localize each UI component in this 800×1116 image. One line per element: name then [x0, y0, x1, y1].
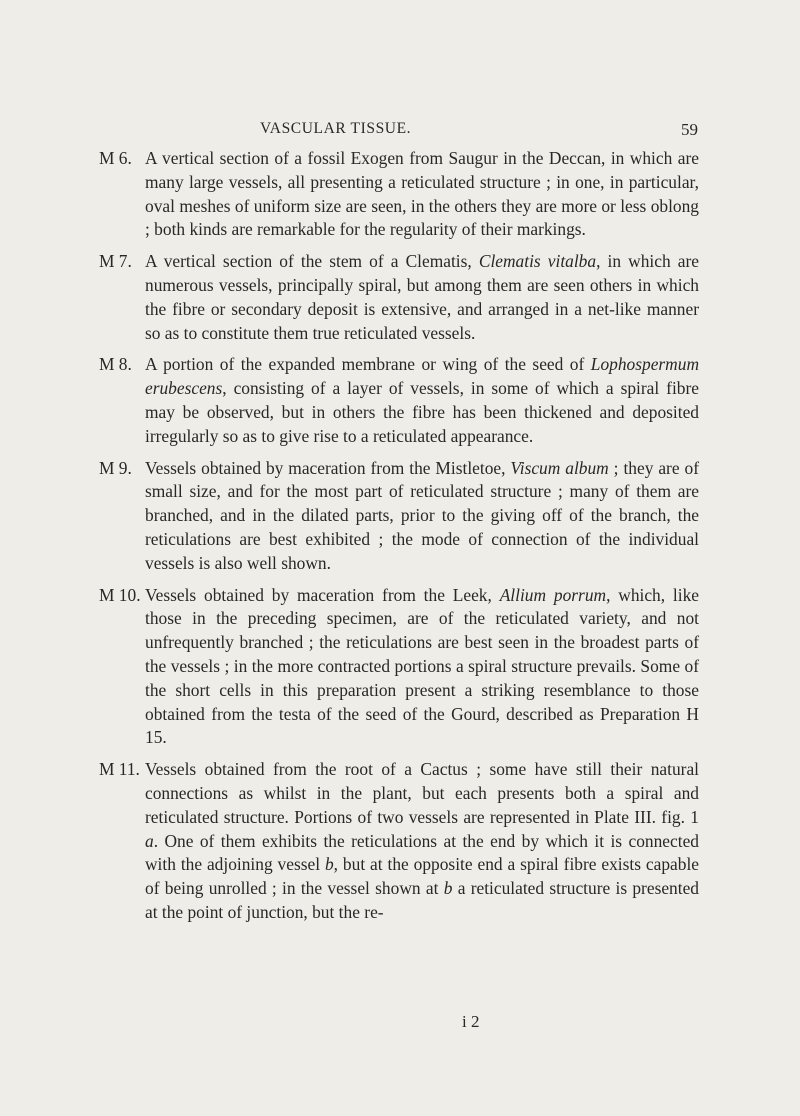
entry-label: M 9.	[99, 457, 132, 478]
text-run: a reticulated structure is presented at the point of junction, but the re-	[145, 878, 699, 922]
catalogue-entry	[99, 147, 699, 242]
entry-description	[145, 147, 699, 242]
text-run: , which, like those in the preceding specimen, are of the reticulated variety, and not unfrequently branched ; the reticulations are best seen in the broadest parts of the vessels ; in the more contracted portions a spiral structure prevails. Some of the short cells in this preparation present a striking resemblance to those obtained from the testa of the seed of the Gourd, described as Preparation H 15.	[145, 584, 700, 748]
italic-term: Allium porrum	[499, 584, 607, 605]
text-run: A vertical section of the stem of a Clematis,	[145, 251, 479, 272]
page-number: 59	[681, 120, 698, 139]
signature-mark: i 2	[462, 1012, 480, 1031]
entry-label: M 10.	[99, 584, 141, 605]
entry-description	[145, 584, 699, 751]
text-run: . One of them exhibits the reticulations at the end by which it is connected with the adjoining vessel	[145, 830, 699, 875]
text-run: A vertical section of a fossil Exogen from Saugur in the Deccan, in which are many large vessels, all presenting a reticulated structure ; in one, in particular, oval meshes of uniform size are seen, in the others they are more or less oblong ; both kinds are remarkable for the regularity of their markings.	[145, 148, 699, 240]
entry-label: M 7.	[99, 251, 132, 272]
text-run: ; they are of small size, and for the most part of reticulated structure ; many of them are branched, and in the dilated parts, prior to the giving off of the branch, the reticulations are best exhibited ; the mode of connection of the individual vessels is also well shown.	[145, 457, 699, 573]
italic-term: Lophospermum erubescens	[145, 354, 699, 399]
italic-term: b	[324, 854, 334, 875]
italic-term: b	[443, 878, 453, 899]
entry-description	[145, 250, 699, 345]
text-run: , consisting of a layer of vessels, in some of which a spiral fibre may be observed, but in others the fibre has been thickened and deposited irregularly so as to give rise to a reticulated appearance.	[145, 378, 699, 446]
text-run: A portion of the expanded membrane or wing of the seed of	[145, 354, 591, 375]
entry-label: M 8.	[99, 354, 132, 375]
catalogue-entries	[99, 147, 699, 933]
text-run: , in which are numerous vessels, principally spiral, but among them are seen others in which the fibre or secondary deposit is extensive, and arranged in a net-like manner so as to constitute them true reticulated vessels.	[145, 251, 699, 343]
italic-term: Viscum album	[510, 457, 609, 478]
text-run: , but at the opposite end a spiral fibre exists capable of being unrolled ; in the vessel shown at	[145, 854, 699, 899]
italic-term: a	[145, 830, 154, 851]
entry-label: M 11.	[99, 759, 140, 780]
entry-description	[145, 758, 699, 925]
catalogue-entry	[99, 758, 699, 925]
catalogue-entry	[99, 457, 699, 576]
running-title: VASCULAR TISSUE.	[260, 120, 412, 137]
catalogue-entry	[99, 353, 699, 448]
text-run: Vessels obtained by maceration from the Mistletoe,	[145, 457, 511, 478]
italic-term: Clematis vitalba	[478, 251, 597, 272]
entry-description	[145, 457, 699, 576]
entry-label: M 6.	[99, 148, 132, 168]
entry-description	[145, 353, 699, 448]
catalogue-entry	[99, 250, 699, 345]
catalogue-entry	[99, 584, 699, 751]
text-run: Vessels obtained by maceration from the Leek,	[145, 584, 500, 605]
text-run: Vessels obtained from the root of a Cactus ; some have still their natural connections as whilst in the plant, but each presents both a spiral and reticulated structure. Portions of two vessels are represented in Plate III. fig. 1	[145, 759, 699, 827]
